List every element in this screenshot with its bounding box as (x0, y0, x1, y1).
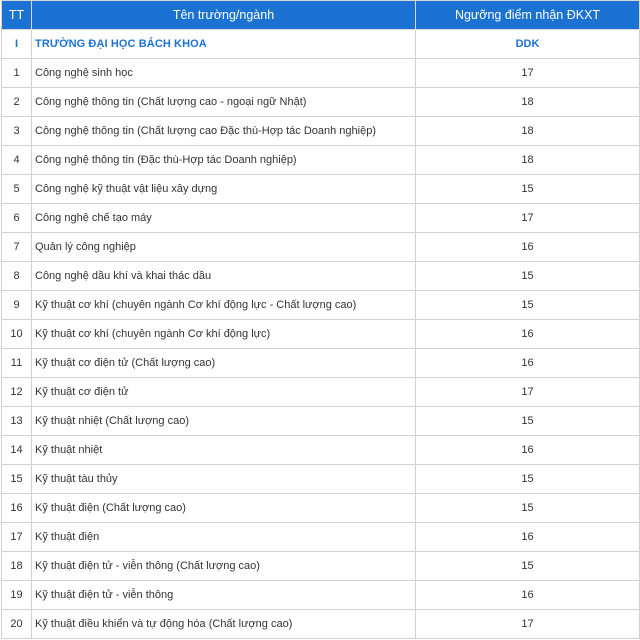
section-name: TRƯỜNG ĐẠI HỌC BÁCH KHOA (32, 30, 416, 59)
row-score: 18 (416, 88, 640, 117)
row-tt: 20 (2, 610, 32, 639)
table-row (2, 378, 640, 407)
row-major-name: Công nghệ chế tạo máy (32, 204, 416, 233)
table-row (2, 436, 640, 465)
row-score: 15 (416, 291, 640, 320)
table-row (2, 175, 640, 204)
row-major-name: Kỹ thuật cơ khí (chuyên ngành Cơ khí động lực - Chất lượng cao) (32, 291, 416, 320)
row-tt: 17 (2, 523, 32, 552)
row-tt: 10 (2, 320, 32, 349)
row-tt: 14 (2, 436, 32, 465)
row-tt: 7 (2, 233, 32, 262)
row-score: 17 (416, 204, 640, 233)
row-major-name: Kỹ thuật nhiệt (32, 436, 416, 465)
row-score: 15 (416, 465, 640, 494)
table-row (2, 88, 640, 117)
table-row (2, 407, 640, 436)
table-row (2, 320, 640, 349)
row-score: 18 (416, 117, 640, 146)
header-score-threshold: Ngưỡng điểm nhận ĐKXT (416, 1, 640, 30)
row-score: 15 (416, 494, 640, 523)
row-score: 18 (416, 146, 640, 175)
row-score: 16 (416, 523, 640, 552)
row-major-name: Công nghệ thông tin (Chất lượng cao Đặc thù-Hợp tác Doanh nghiệp) (32, 117, 416, 146)
row-major-name: Công nghệ thông tin (Chất lượng cao - ngoại ngữ Nhật) (32, 88, 416, 117)
row-major-name: Kỹ thuật cơ điện tử (Chất lượng cao) (32, 349, 416, 378)
row-score: 15 (416, 407, 640, 436)
row-score: 15 (416, 175, 640, 204)
row-tt: 15 (2, 465, 32, 494)
table-row (2, 581, 640, 610)
row-major-name: Công nghệ kỹ thuật vật liệu xây dựng (32, 175, 416, 204)
table-row (2, 465, 640, 494)
table-row (2, 146, 640, 175)
row-major-name: Kỹ thuật tàu thủy (32, 465, 416, 494)
row-major-name: Kỹ thuật điều khiển và tự động hóa (Chất lượng cao) (32, 610, 416, 639)
row-major-name: Công nghệ sinh học (32, 59, 416, 88)
admission-threshold-table (1, 0, 640, 639)
row-tt: 8 (2, 262, 32, 291)
row-tt: 1 (2, 59, 32, 88)
row-major-name: Công nghệ dầu khí và khai thác dầu (32, 262, 416, 291)
row-tt: 11 (2, 349, 32, 378)
row-score: 17 (416, 378, 640, 407)
section-row (2, 30, 640, 59)
row-tt: 6 (2, 204, 32, 233)
row-major-name: Kỹ thuật cơ điện tử (32, 378, 416, 407)
table-row (2, 204, 640, 233)
row-major-name: Kỹ thuật điện (32, 523, 416, 552)
table-row (2, 494, 640, 523)
row-tt: 2 (2, 88, 32, 117)
row-major-name: Quản lý công nghiệp (32, 233, 416, 262)
table-row (2, 59, 640, 88)
row-score: 17 (416, 610, 640, 639)
row-score: 16 (416, 581, 640, 610)
row-score: 16 (416, 233, 640, 262)
row-tt: 5 (2, 175, 32, 204)
row-tt: 4 (2, 146, 32, 175)
row-tt: 13 (2, 407, 32, 436)
table-row (2, 349, 640, 378)
row-score: 16 (416, 349, 640, 378)
table-row (2, 262, 640, 291)
table-row (2, 117, 640, 146)
table-row (2, 523, 640, 552)
admission-table-container (1, 0, 639, 639)
row-tt: 19 (2, 581, 32, 610)
table-header-row (2, 1, 640, 30)
row-tt: 16 (2, 494, 32, 523)
table-body (2, 30, 640, 639)
table-row (2, 610, 640, 639)
header-school-major: Tên trường/ngành (32, 1, 416, 30)
row-tt: 18 (2, 552, 32, 581)
row-tt: 9 (2, 291, 32, 320)
row-tt: 12 (2, 378, 32, 407)
table-row (2, 552, 640, 581)
row-major-name: Kỹ thuật cơ khí (chuyên ngành Cơ khí động lực) (32, 320, 416, 349)
section-score: DDK (416, 30, 640, 59)
row-major-name: Công nghệ thông tin (Đặc thù-Hợp tác Doanh nghiệp) (32, 146, 416, 175)
section-tt: I (2, 30, 32, 59)
header-tt: TT (2, 1, 32, 30)
row-score: 15 (416, 262, 640, 291)
table-row (2, 291, 640, 320)
row-score: 17 (416, 59, 640, 88)
row-major-name: Kỹ thuật nhiệt (Chất lượng cao) (32, 407, 416, 436)
table-row (2, 233, 640, 262)
row-major-name: Kỹ thuật điện tử - viễn thông (Chất lượng cao) (32, 552, 416, 581)
row-score: 16 (416, 320, 640, 349)
row-score: 15 (416, 552, 640, 581)
row-score: 16 (416, 436, 640, 465)
row-tt: 3 (2, 117, 32, 146)
row-major-name: Kỹ thuật điện (Chất lượng cao) (32, 494, 416, 523)
row-major-name: Kỹ thuật điện tử - viễn thông (32, 581, 416, 610)
